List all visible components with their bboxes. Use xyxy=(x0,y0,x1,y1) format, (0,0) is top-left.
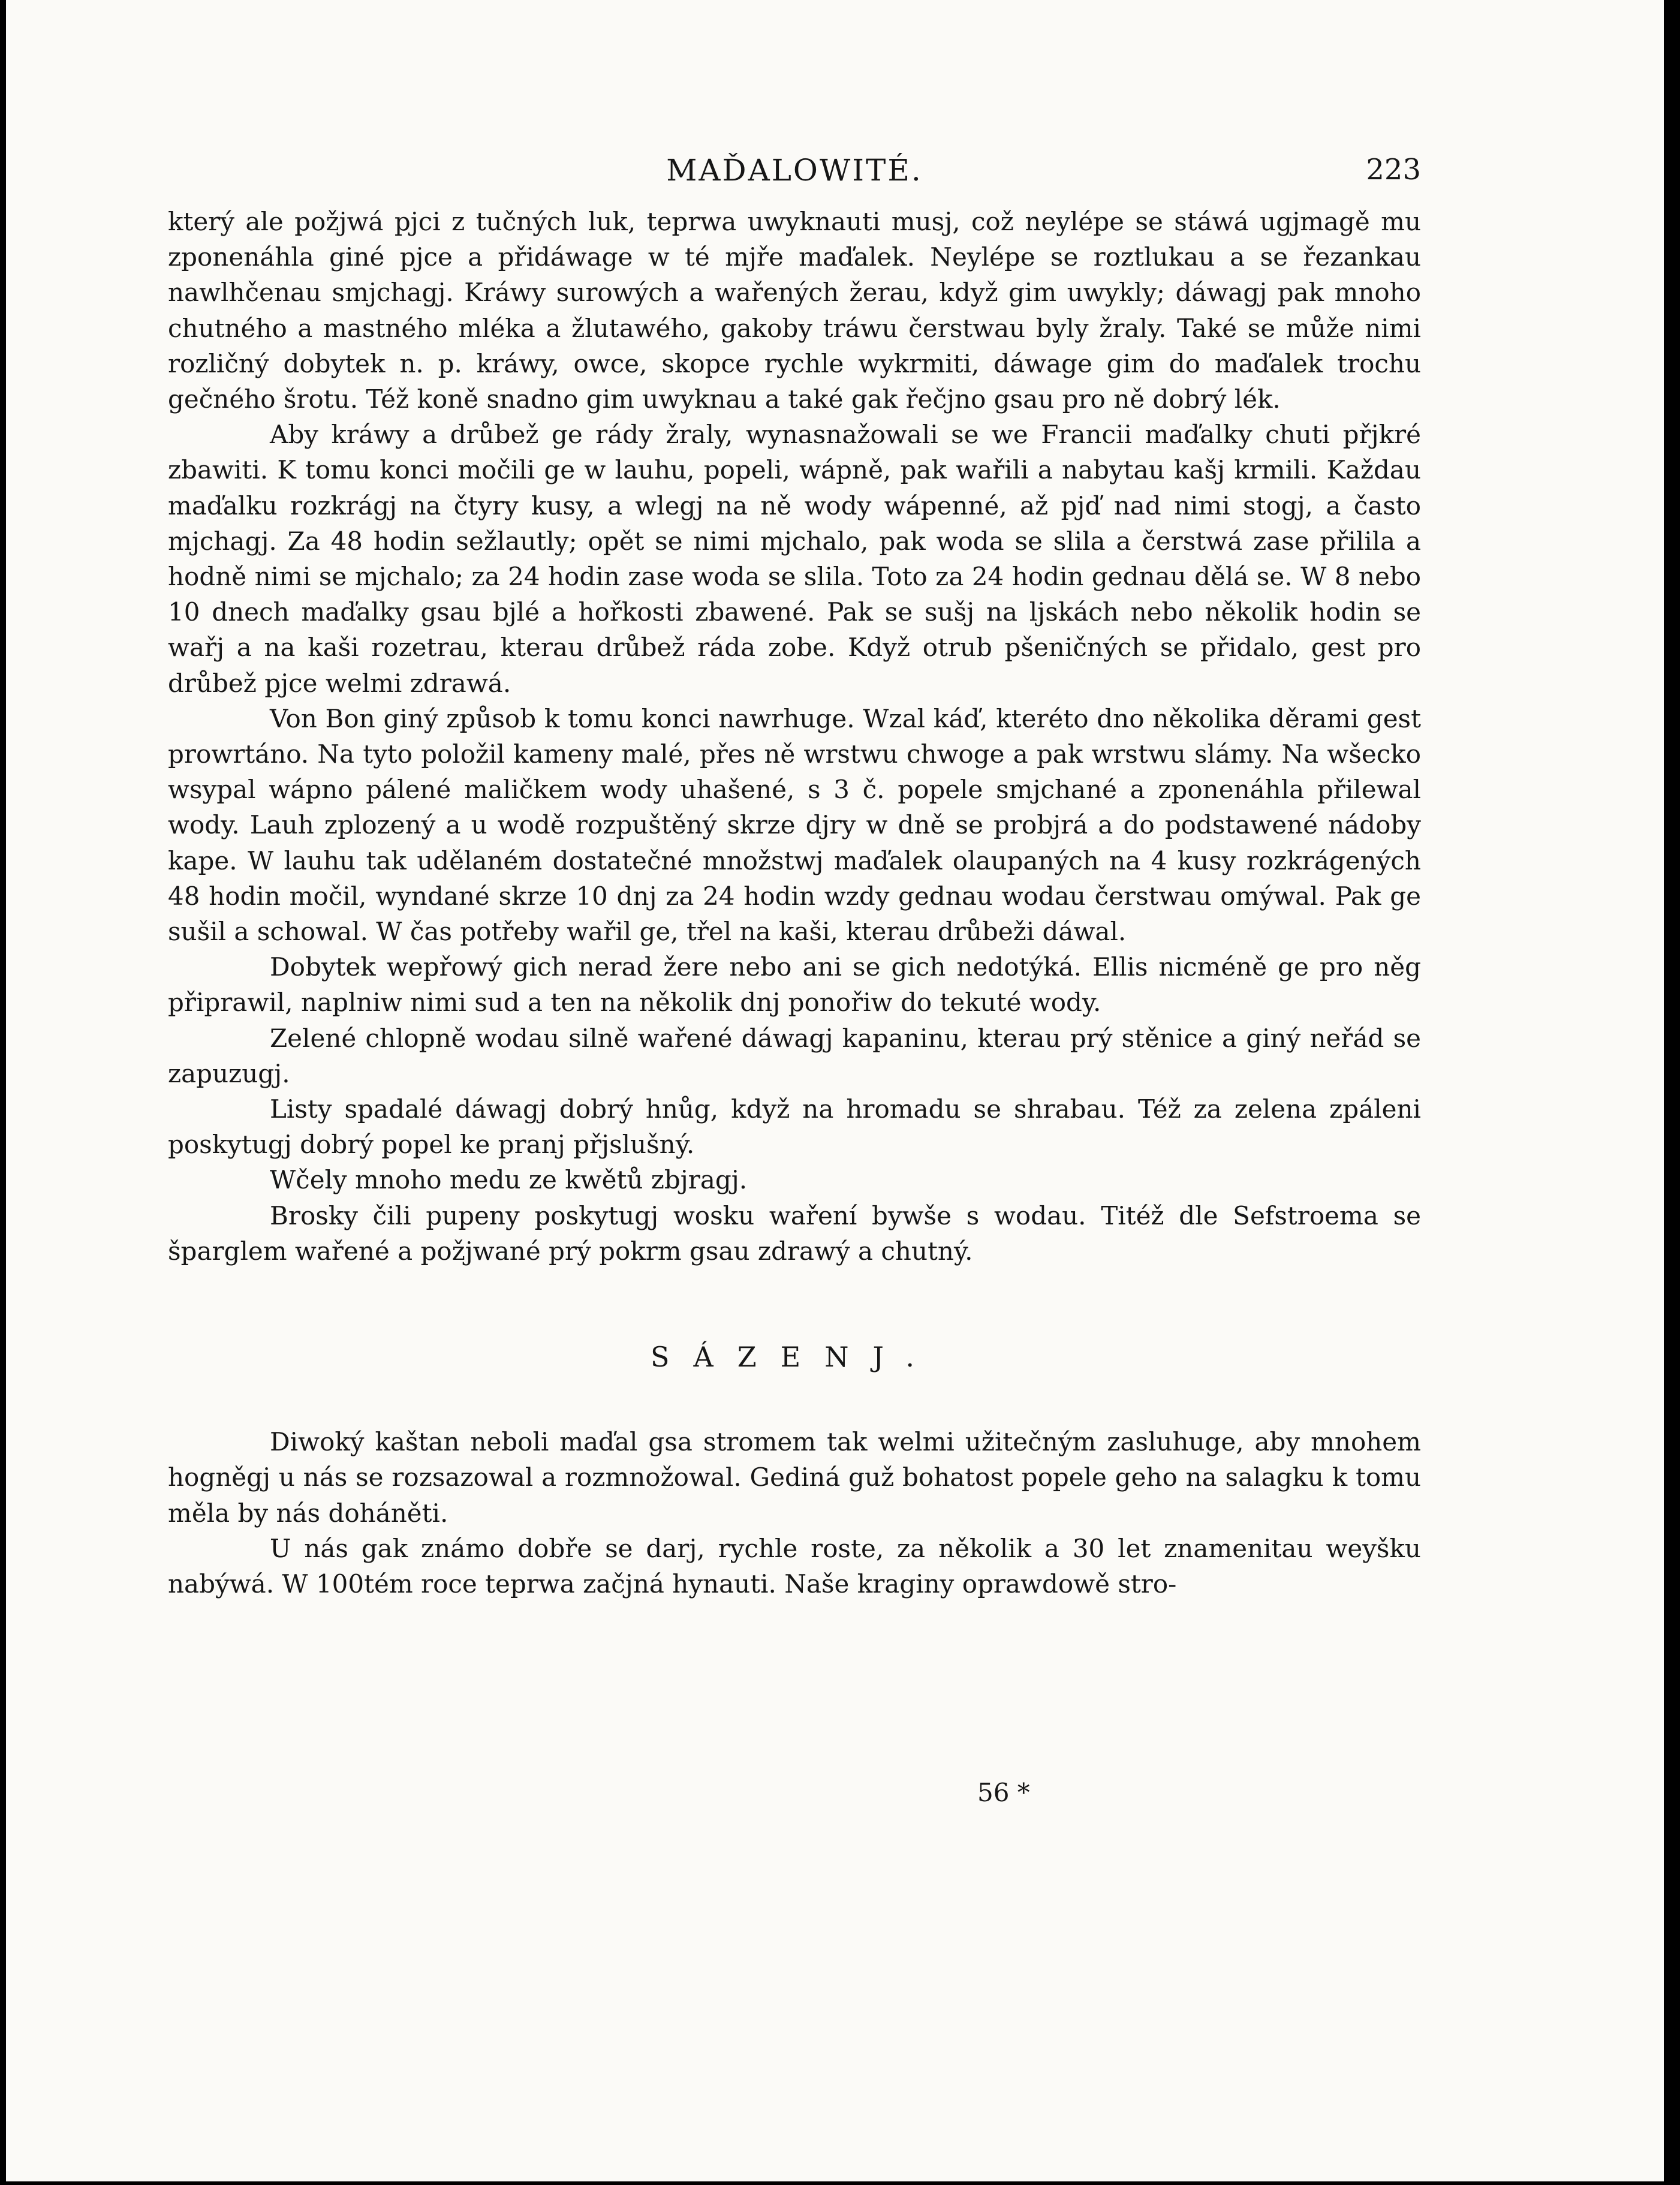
page-number: 223 xyxy=(1366,153,1421,186)
paragraph: který ale požjwá pjci z tučných luk, teprwa uwyknauti musj, což neylépe se stáwá ugjmagě mu zponenáhla giné pjce a přidáwage w té mjře maďalek. Neylépe se roztlukau a se řezankau nawlhčenau smjchagj. Kráwy surowých a wařených žerau, když gim uwykly; dáwagj pak mnoho chutného a mastného mléka a žlutawého, gakoby tráwu čerstwau byly žraly. Také se může nimi rozličný dobytek n. p. kráwy, owce, skopce rychle wykrmiti, dáwage gim do maďalek trochu gečného šrotu. Též koně snadno gim uwyknau a také gak řečjno gsau pro ně dobrý lék. xyxy=(168,207,1421,414)
paragraph: Diwoký kaštan neboli maďal gsa stromem tak welmi užitečným zasluhuge, aby mnohem hogněgj u nás se rozsazowal a rozmnožowal. Gediná guž bohatost popele geho na salagku k tomu měla by nás doháněti. xyxy=(168,1427,1421,1528)
paragraph: Wčely mnoho medu ze kwětů zbjragj. xyxy=(270,1165,748,1195)
section-heading: SÁZENJ. xyxy=(650,1341,938,1374)
paragraph: Listy spadalé dáwagj dobrý hnůg, když na hromadu se shrabau. Též za zelena zpáleni poskytugj dobrý popel ke pranj přjslušný. xyxy=(168,1094,1421,1160)
book-page xyxy=(6,0,1664,2181)
body-text xyxy=(168,204,1421,1602)
paragraph: Zelené chlopně wodau silně wařené dáwagj kapaninu, kterau prý stěnice a giný neřád se zapuzugj. xyxy=(168,1023,1421,1088)
page-header xyxy=(168,153,1421,201)
paragraph: Brosky čili pupeny poskytugj wosku waření bywše s wodau. Titéž dle Sefstroema se šparglem wařené a požjwané prý pokrm gsau zdrawý a chutný. xyxy=(168,1200,1421,1266)
paragraph: Dobytek wepřowý gich nerad žere nebo ani se gich nedotýká. Ellis nicméně ge pro něg připrawil, naplniw nimi sud a ten na několik dnj ponořiw do tekuté wody. xyxy=(168,952,1421,1018)
signature-mark: 56 * xyxy=(977,1778,1030,1807)
paragraph: Aby kráwy a drůbež ge rády žraly, wynasnažowali se we Francii maďalky chuti přjkré zbawiti. K tomu konci močili ge w lauhu, popeli, wápně, pak wařili a nabytau kašj krmili. Každau maďalku rozkrágj na čtyry kusy, a wlegj na ně wody wápenné, až pjď nad nimi stogj, a často mjchagj. Za 48 hodin sežlautly; opět se nimi mjchalo, pak woda se slila a čerstwá zase přilila a hodně nimi se mjchalo; za 24 hodin zase woda se slila. Toto za 24 hodin gednau dělá se. W 8 nebo 10 dnech maďalky gsau bjlé a hořkosti zbawené. Pak se sušj na ljskách nebo několik hodin se wařj a na kaši rozetrau, kterau drůbež ráda zobe. Když otrub pšeničných se přidalo, gest pro drůbež pjce welmi zdrawá. xyxy=(168,420,1421,698)
running-head: MAĎALOWITÉ. xyxy=(666,153,923,188)
paragraph: Von Bon giný způsob k tomu konci nawrhuge. Wzal káď, kteréto dno několika děrami gest prowrtáno. Na tyto položil kameny malé, přes ně wrstwu chwoge a pak wrstwu slámy. Na wšecko wsypal wápno pálené maličkem wody uhašené, s 3 č. popele smjchané a zponenáhla přilewal wody. Lauh zplozený a u wodě rozpuštěný skrze djry w dně se probjrá a do podstawené nádoby kape. W lauhu tak udělaném dostatečné množstwj maďalek olaupaných na 4 kusy rozkrágených 48 hodin močil, wyndané skrze 10 dnj za 24 hodin wzdy gednau wodau čerstwau omýwal. Pak ge sušil a schowal. W čas potřeby wařil ge, třel na kaši, kterau drůbeži dáwal. xyxy=(168,703,1421,947)
paragraph: U nás gak známo dobře se darj, rychle roste, za několik a 30 let znamenitau weyšku nabýwá. W 100tém roce teprwa začjná hynauti. Naše kraginy oprawdowě stro- xyxy=(168,1533,1421,1599)
